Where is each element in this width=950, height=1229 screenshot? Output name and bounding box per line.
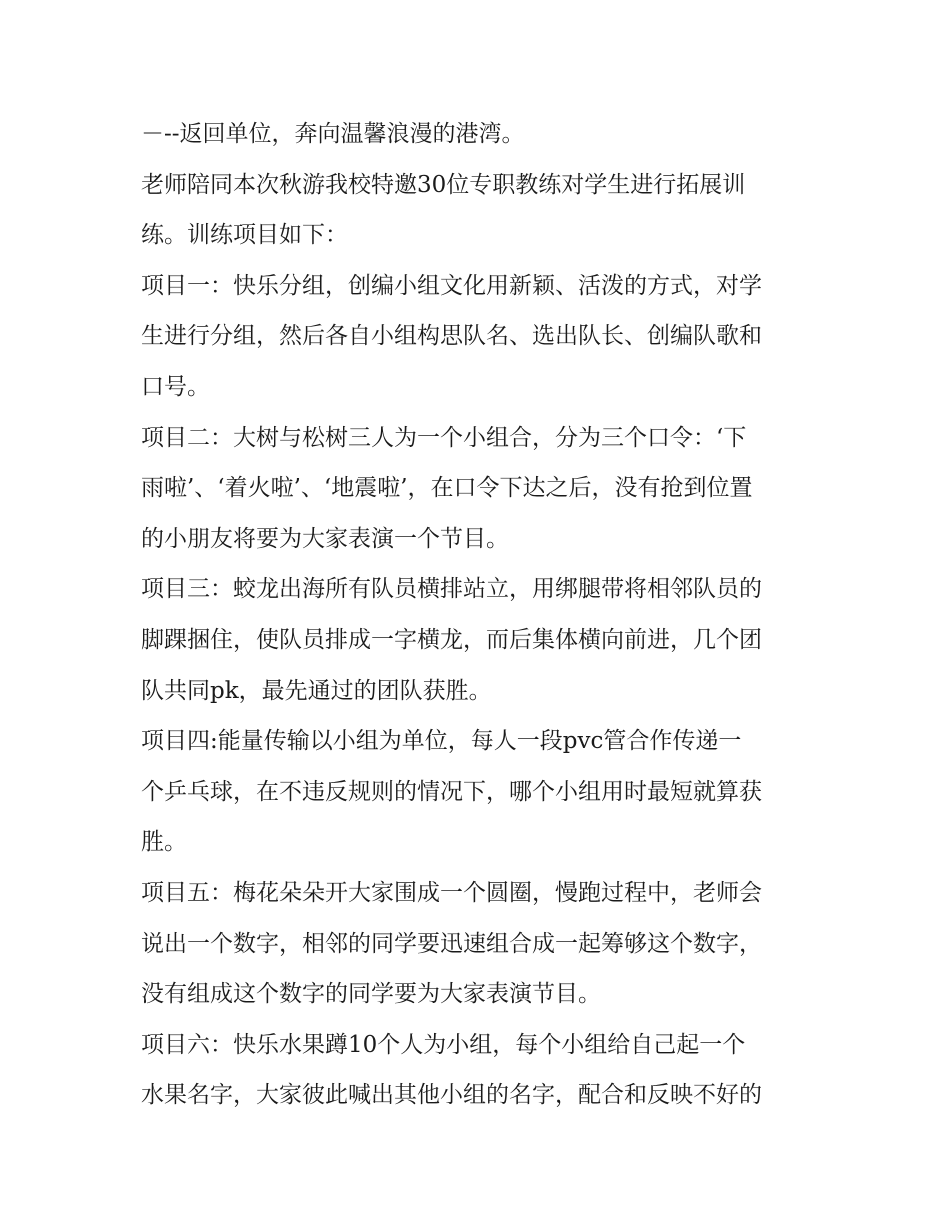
text-line: 说出一个数字，相邻的同学要迅速组合成一起筹够这个数字， — [141, 930, 762, 957]
document-body — [141, 109, 813, 1121]
text-line: －--返回单位，奔向温馨浪漫的港湾。 — [141, 121, 525, 147]
paragraph-project-1 — [141, 261, 813, 413]
text-line: 雨啦’、‘着火啦’、‘地震啦’，在口令下达之后，没有抢到位置 — [141, 475, 753, 502]
text-line: 口号。 — [141, 373, 210, 400]
text-line: 脚踝捆住，使队员排成一字横龙，而后集体横向前进，几个团 — [141, 626, 762, 653]
text-line: 的小朋友将要为大家表演一个节目。 — [141, 525, 509, 552]
paragraph-training-intro — [141, 160, 813, 261]
text-line: 胜。 — [141, 829, 187, 856]
text-line: 项目三：蛟龙出海所有队员横排站立，用绑腿带将相邻队员的 — [141, 576, 762, 603]
paragraph-project-3 — [141, 564, 813, 716]
text-line: 没有组成这个数字的同学要为大家表演节目。 — [141, 981, 601, 1008]
paragraph-return — [141, 109, 813, 160]
text-line: 生进行分组，然后各自小组构思队名、选出队长、创编队歌和 — [141, 323, 762, 350]
text-line: 老师陪同本次秋游我校特邀30位专职教练对学生进行拓展训 — [141, 171, 746, 198]
text-line: 项目二：大树与松树三人为一个小组合，分为三个口令：‘下 — [141, 424, 747, 451]
text-line: 个乒乓球，在不违反规则的情况下，哪个小组用时最短就算获 — [141, 778, 762, 805]
text-line: 队共同pk，最先通过的团队获胜。 — [141, 677, 492, 704]
text-line: 项目四:能量传输以小组为单位，每人一段pvc管合作传递一 — [141, 728, 742, 755]
text-line: 水果名字，大家彼此喊出其他小组的名字，配合和反映不好的 — [141, 1082, 762, 1109]
paragraph-project-4 — [141, 716, 813, 868]
text-line: 项目五：梅花朵朵开大家围成一个圆圈，慢跑过程中，老师会 — [141, 879, 762, 906]
paragraph-project-5 — [141, 868, 813, 1020]
text-line: 练。训练项目如下： — [141, 222, 348, 249]
paragraph-project-2 — [141, 413, 813, 565]
text-line: 项目六：快乐水果蹲10个人为小组，每个小组给自己起一个 — [141, 1031, 746, 1058]
paragraph-project-6 — [141, 1020, 813, 1121]
text-line: 项目一：快乐分组，创编小组文化用新颖、活泼的方式，对学 — [141, 272, 762, 299]
